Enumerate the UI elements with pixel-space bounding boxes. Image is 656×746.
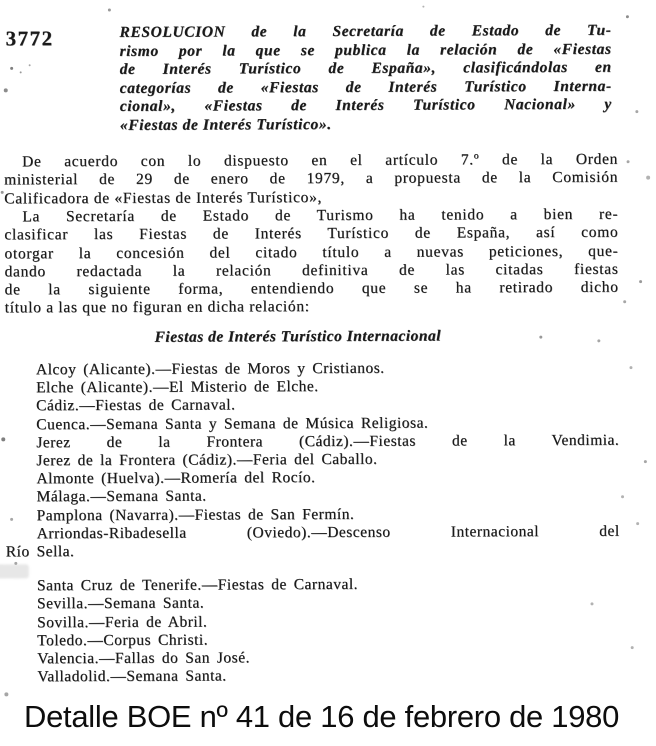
list-item: Sevilla.—Semana Santa. (36, 594, 205, 613)
list-item: Málaga.—Semana Santa. (36, 487, 207, 506)
list-item: Alcoy (Alicante).—Fiestas de Moros y Cristianos. (35, 359, 385, 379)
headline-line: rismo por la que se publica la relación de «Fiestas (119, 40, 612, 60)
list-item: Valencia.—Fallas do San José. (37, 649, 250, 668)
list-item: Cuenca.—Semana Santa y Semana de Música Religiosa. (36, 414, 429, 433)
headline-line: «Fiestas de Interés Turístico». (119, 115, 332, 134)
list-item: Pamplona (Navarra).—Fiestas de San Fermín. (36, 505, 355, 524)
paragraph-line: otorgar la concesión del citado título a nuevas peticiones, que- (4, 242, 619, 263)
paragraph-line: La Secretaría de Estado de Turismo ha tenido a bien re- (22, 205, 619, 226)
paragraph-reclassification (4, 206, 618, 318)
headline-line: cional», «Fiestas de Interés Turístico Nacional» y (119, 95, 612, 115)
list-item: Valladolid.—Semana Santa. (37, 667, 227, 686)
list-item: Sovilla.—Feria de Abril. (37, 613, 208, 631)
list-item: Elche (Alicante).—El Misterio de Elche. (36, 378, 319, 397)
article-number: 3772 (5, 26, 54, 51)
scan-smudge (0, 564, 29, 578)
resolution-headline (119, 22, 611, 135)
list-item: Cádiz.—Fiestas de Carnaval. (36, 396, 236, 415)
paragraph-line: Calificadora de «Fiestas de Interés Turístico», (4, 188, 323, 208)
second-festivals-list (6, 575, 620, 687)
list-item: Jerez de la Frontera (Cádiz).—Fiestas de la Vendimia. (36, 431, 620, 452)
international-festivals-list (5, 359, 620, 562)
paragraph-line: de la siguiente forma, entendiendo que se ha retirado dicho (4, 278, 619, 299)
list-item: Toledo.—Corpus Christi. (37, 631, 209, 650)
paragraph-line: ministerial de 29 de enero de 1979, a propuesta de la Comisión (4, 169, 619, 189)
list-item: Santa Cruz de Tenerife.—Fiestas de Carnaval. (36, 575, 359, 595)
list-item: Almonte (Huelva).—Romería del Rocío. (36, 469, 316, 488)
paragraph-line: De acuerdo con lo dispuesto en el artículo 7.º de la Orden (22, 150, 619, 171)
headline-line: de Interés Turístico de España», clasificándolas en (119, 58, 612, 78)
paragraph-line: dando redactada la relación definitiva de las citadas fiestas (4, 260, 619, 281)
paragraph-line: título a las que no figuran en dicha relación: (4, 298, 310, 317)
list-item: Arriondas-Ribadesella (Oviedo).—Descenso Internacional del (36, 522, 620, 543)
caption-text: Detalle BOE nº 41 de 16 de febrero de 1980 (24, 699, 620, 734)
section-heading-international: Fiestas de Interés Turístico Internacional (154, 327, 442, 346)
paragraph-line: clasificar las Fiestas de Interés Turístico de España, así como (4, 224, 619, 244)
headline-line: categorías de «Fiestas de Interés Turístico Interna- (119, 77, 612, 97)
paragraph-order-reference (4, 151, 618, 209)
list-item: Río Sella. (5, 543, 75, 561)
list-item: Jerez de la Frontera (Cádiz).—Feria del Caballo. (36, 450, 378, 470)
headline-line: RESOLUCION de la Secretaría de Estado de Tu- (119, 21, 612, 41)
